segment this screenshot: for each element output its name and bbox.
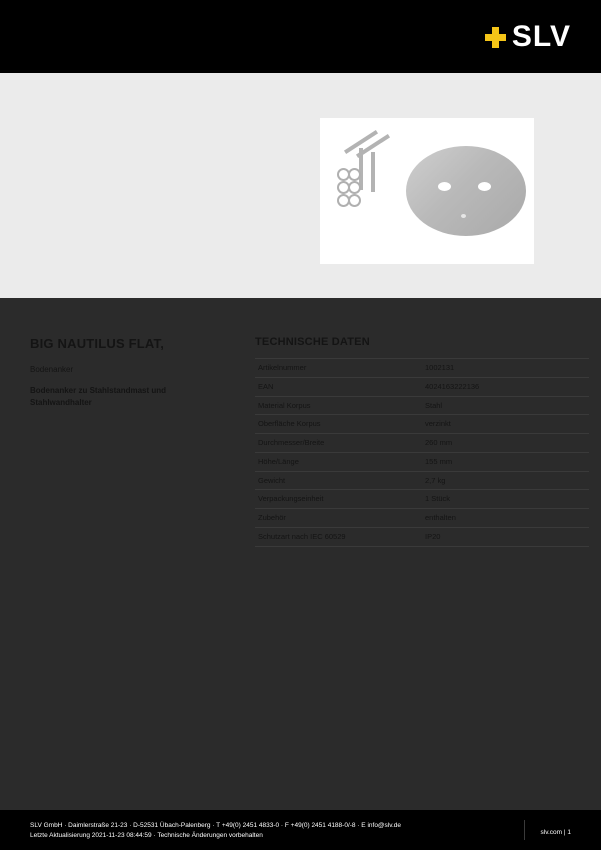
spec-value: 260 mm xyxy=(422,434,589,453)
footer-line-2: Letzte Aktualisierung 2021-11-23 08:44:59 · Technische Änderungen vorbehalten xyxy=(30,832,263,840)
spec-value: Stahl xyxy=(422,396,589,415)
footer-company-info xyxy=(30,821,401,841)
product-photo xyxy=(320,118,534,264)
table-row xyxy=(255,490,589,509)
product-photo-graphic xyxy=(320,118,534,264)
spec-key: Artikelnummer xyxy=(255,359,422,378)
spec-key: Höhe/Länge xyxy=(255,452,422,471)
disc-hole-small xyxy=(461,214,466,218)
content-area xyxy=(0,298,601,810)
spec-value: IP20 xyxy=(422,527,589,546)
washer-icon xyxy=(348,194,361,207)
table-row xyxy=(255,452,589,471)
spec-key: EAN xyxy=(255,377,422,396)
specifications-table xyxy=(255,358,589,547)
spec-key: Oberfläche Korpus xyxy=(255,415,422,434)
spec-key: Durchmesser/Breite xyxy=(255,434,422,453)
footer-line-1: SLV GmbH · Daimlerstraße 21-23 · D-52531 Übach-Palenberg · T +49(0) 2451 4833-0 · F +49(0) 2451 4188-0/-8 · E info@slv.de xyxy=(30,822,402,829)
product-info-column xyxy=(30,336,230,409)
disc-hole xyxy=(438,182,451,191)
footer-band xyxy=(0,810,601,850)
product-subtitle: Bodenanker xyxy=(30,364,74,374)
product-image-area xyxy=(0,73,601,298)
spec-value: enthalten xyxy=(422,509,589,528)
table-row xyxy=(255,359,589,378)
footer-divider xyxy=(524,820,525,840)
table-row xyxy=(255,415,589,434)
table-row xyxy=(255,527,589,546)
slv-logo xyxy=(485,22,571,52)
table-row xyxy=(255,396,589,415)
washer-icon xyxy=(348,181,361,194)
product-description: Bodenanker zu Stahlstandmast und Stahlwandhalter xyxy=(30,385,167,407)
spec-key: Zubehör xyxy=(255,509,422,528)
specifications-table-body xyxy=(255,359,589,547)
table-row xyxy=(255,509,589,528)
product-title: BIG NAUTILUS FLAT, xyxy=(30,336,165,351)
spec-value: 4024163222136 xyxy=(422,377,589,396)
spec-value: 2,7 kg xyxy=(422,471,589,490)
specifications-heading: TECHNISCHE DATEN xyxy=(255,336,370,348)
spec-value: 155 mm xyxy=(422,452,589,471)
spec-value: 1002131 xyxy=(422,359,589,378)
table-row xyxy=(255,434,589,453)
spec-key: Material Korpus xyxy=(255,396,422,415)
spec-key: Gewicht xyxy=(255,471,422,490)
footer-page-info: slv.com | 1 xyxy=(540,829,571,836)
ground-anchor-disc xyxy=(406,146,526,236)
plus-icon xyxy=(485,27,506,48)
washer-icon xyxy=(348,168,361,181)
disc-hole xyxy=(478,182,491,191)
bracket-leg-icon xyxy=(371,152,375,192)
spec-key: Verpackungseinheit xyxy=(255,490,422,509)
spec-value: 1 Stück xyxy=(422,490,589,509)
spec-value: verzinkt xyxy=(422,415,589,434)
spec-key: Schutzart nach IEC 60529 xyxy=(255,527,422,546)
logo-text: SLV xyxy=(511,20,571,53)
specifications-column xyxy=(255,336,575,547)
header-band xyxy=(0,0,601,73)
table-row xyxy=(255,377,589,396)
table-row xyxy=(255,471,589,490)
